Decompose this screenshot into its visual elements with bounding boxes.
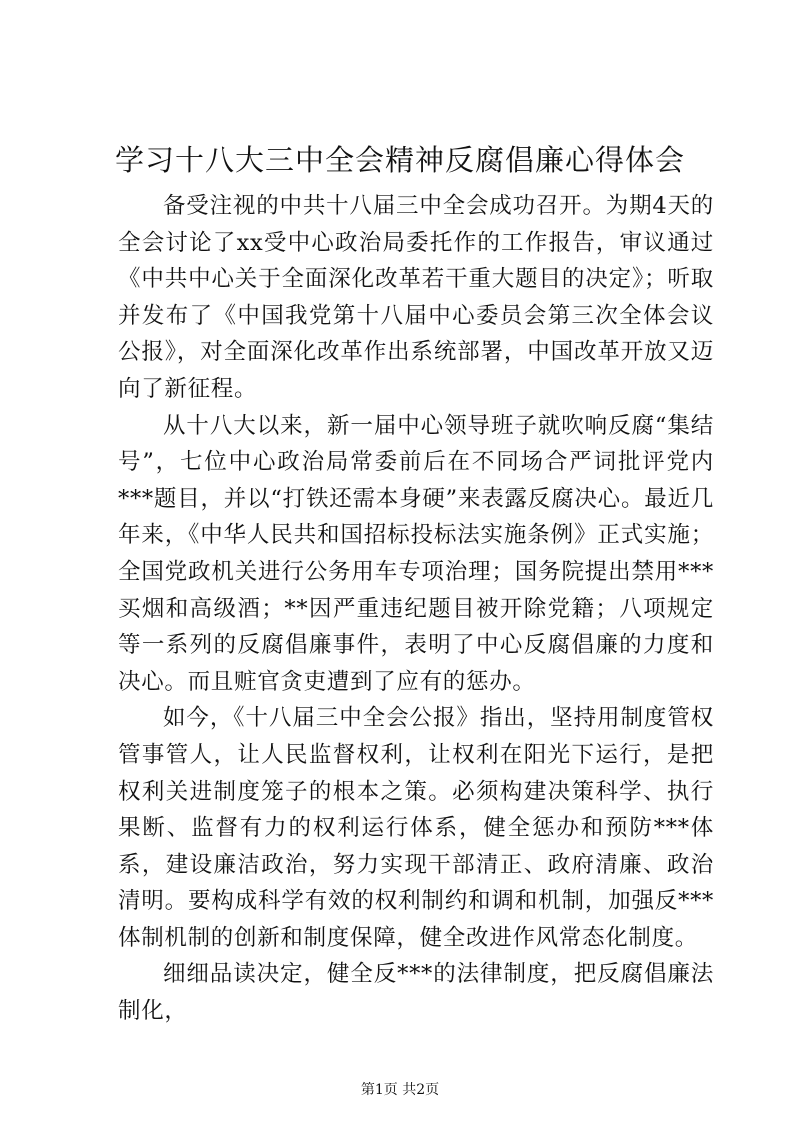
document-body bbox=[118, 188, 714, 1030]
page-title: 学习十八大三中全会精神反腐倡廉心得体会 bbox=[114, 143, 685, 177]
paragraph-4: 细细品读决定，健全反***的法律制度，把反腐倡廉法制化， bbox=[118, 961, 714, 1025]
page-indicator: 第1页 共2页 bbox=[360, 1082, 440, 1098]
paragraph-3: 如今，《十八届三中全会公报》指出，坚持用制度管权管事管人，让人民监督权利，让权利在阳光下运行，是把权利关进制度笼子的根本之策。必须构建决策科学、执行果断、监督有力的权利运行体系，健全惩办和预防***体系，建设廉洁政治，努力实现干部清正、政府清廉、政治清明。要构成科学有效的权利制约和调和机制，加强反***体制机制的创新和制度保障，健全改进作风常态化制度。 bbox=[118, 705, 714, 951]
paragraph-1: 备受注视的中共十八届三中全会成功召开。为期4天的全会讨论了xx受中心政治局委托作的工作报告，审议通过《中共中心关于全面深化改革若干重大题目的决定》；听取并发布了《中国我党第十八届中心委员会第三次全体会议公报》，对全面深化改革作出系统部署，中国改革开放又迈向了新征程。 bbox=[118, 193, 714, 402]
paragraph-2: 从十八大以来，新一届中心领导班子就吹响反腐“集结号”，七位中心政治局常委前后在不同场合严词批评党内***题目，并以“打铁还需本身硬”来表露反腐决心。最近几年来，《中华人民共和国招标投标法实施条例》正式实施；全国党政机关进行公务用车专项治理；国务院提出禁用***买烟和高级酒；**因严重违纪题目被开除党籍；八项规定等一系列的反腐倡廉事件，表明了中心反腐倡廉的力度和决心。而且赃官贪吏遭到了应有的惩办。 bbox=[118, 412, 714, 695]
